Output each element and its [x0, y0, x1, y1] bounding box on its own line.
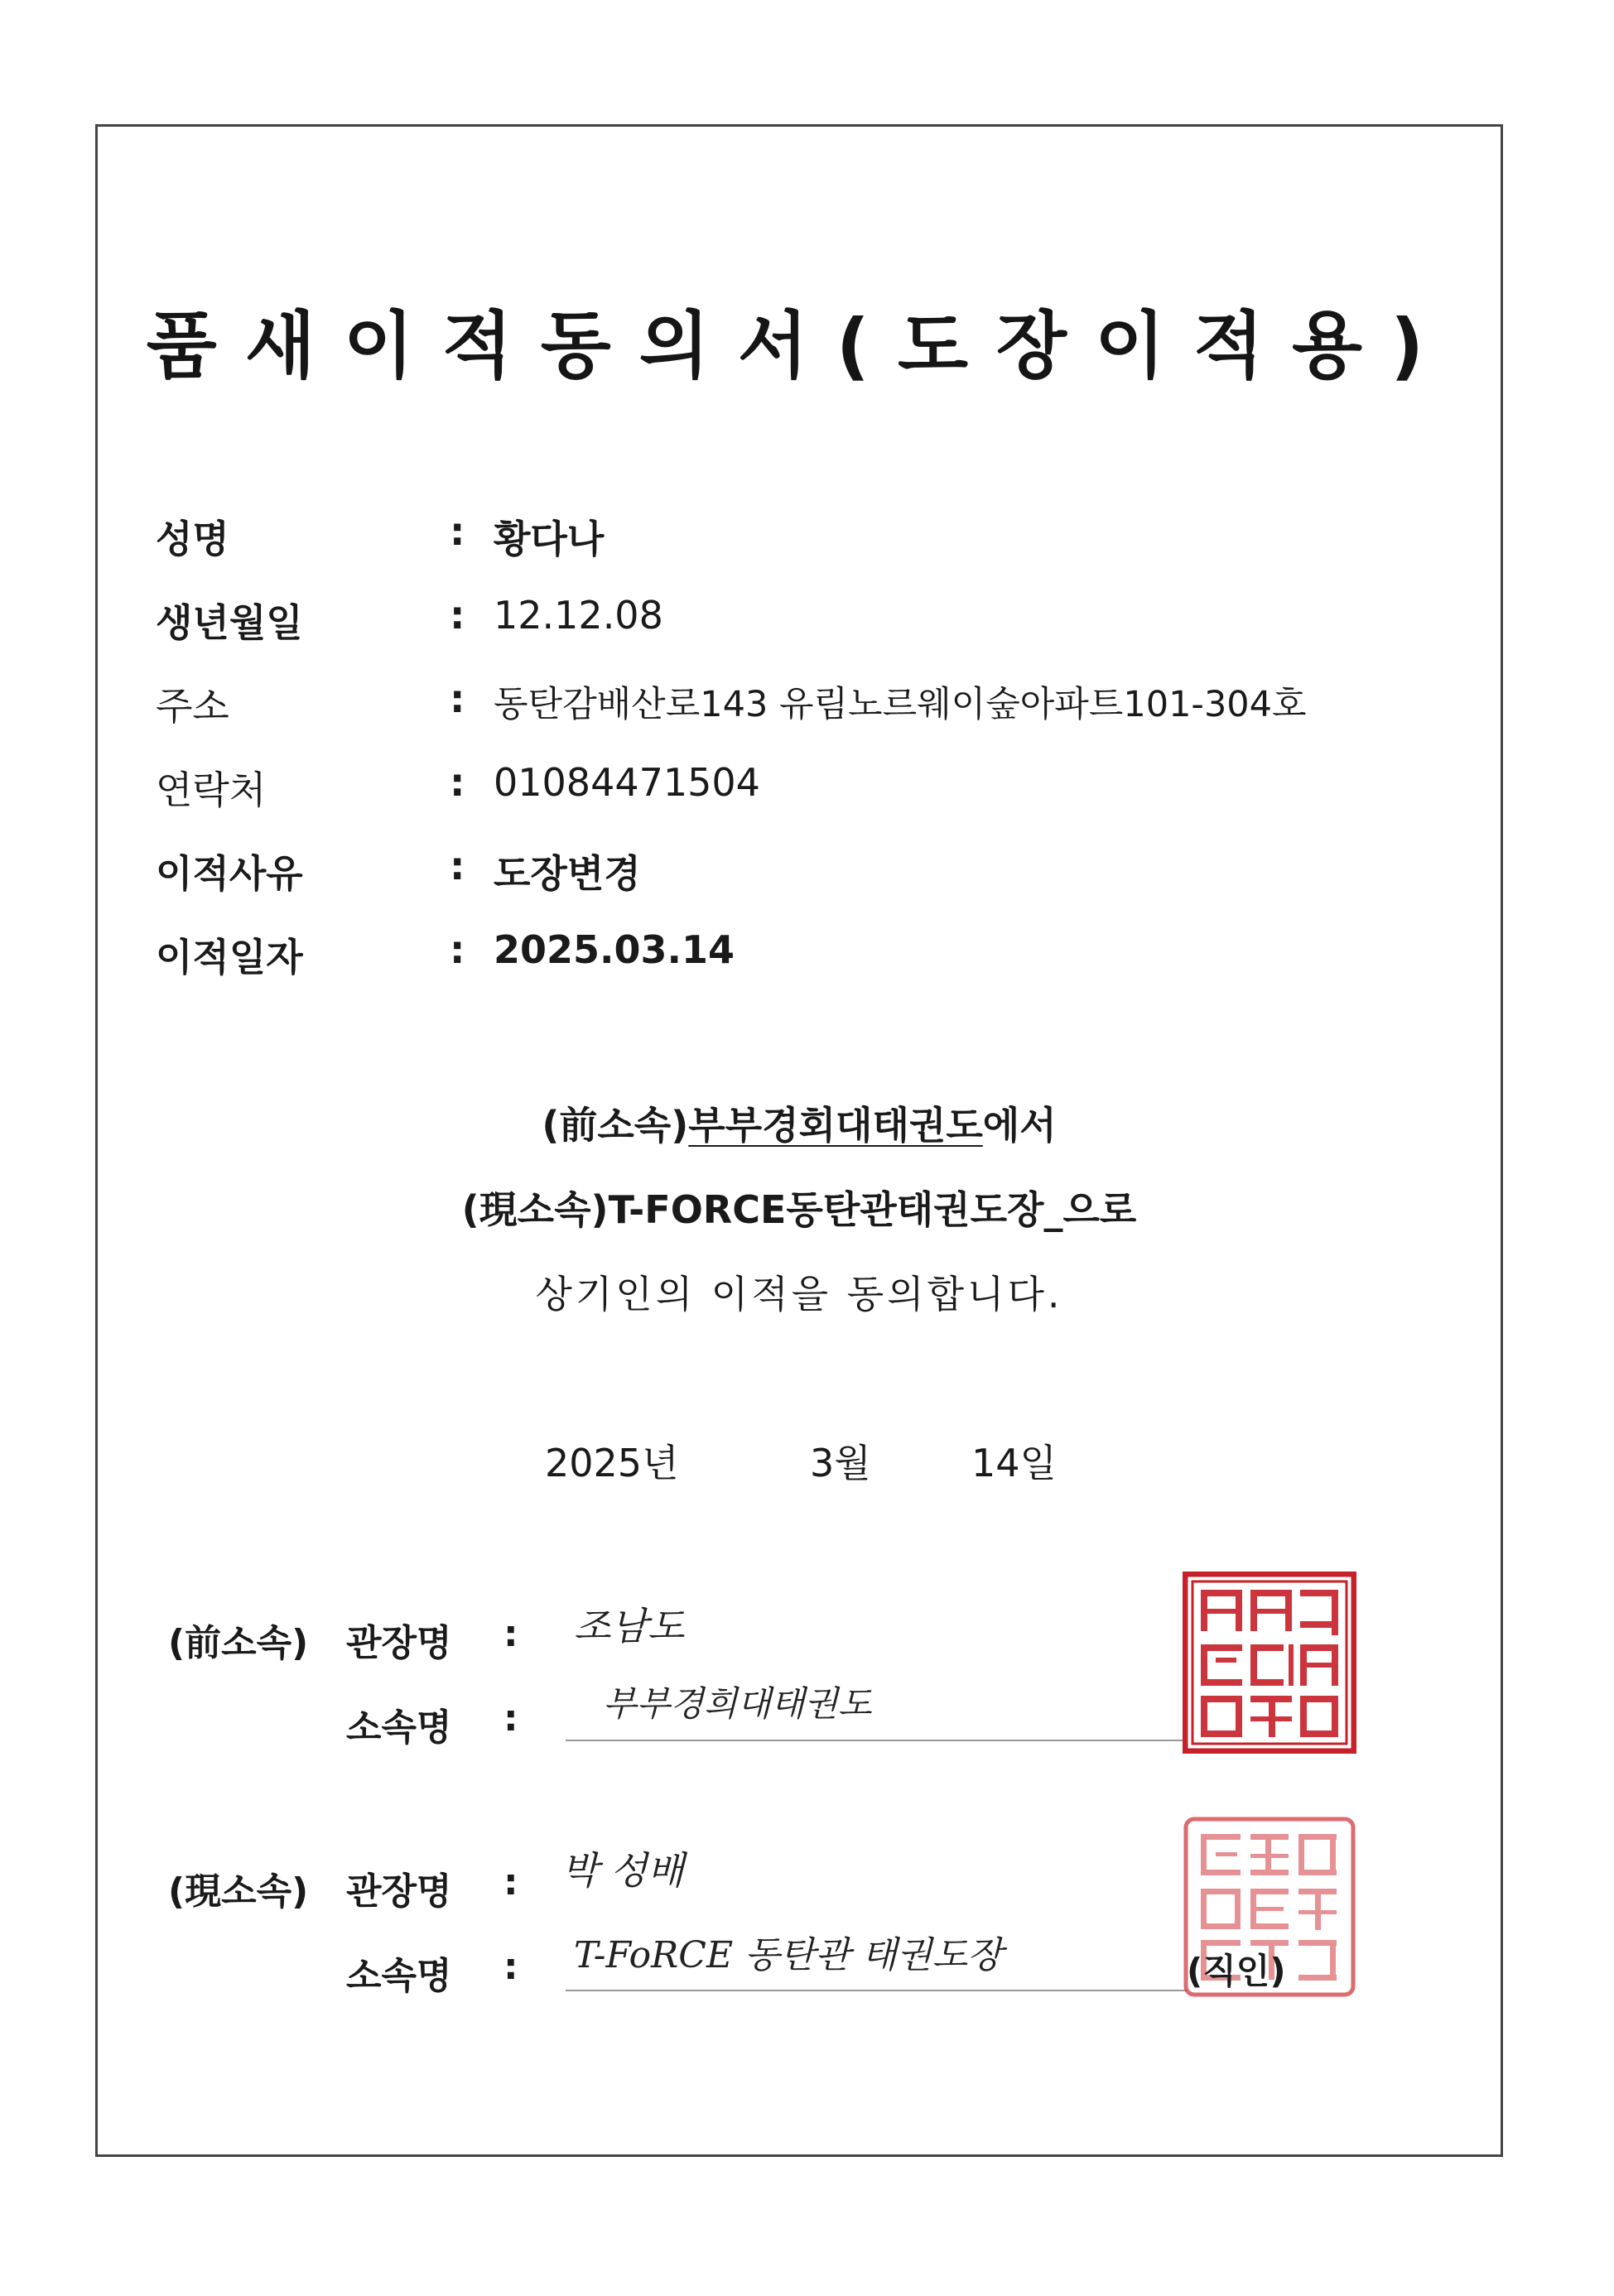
field-transfer-date	[156, 927, 1481, 980]
former-prefix: (前소속)	[168, 1622, 309, 1664]
to-suffix: _으로	[1043, 1187, 1137, 1232]
current-org-colon: :	[503, 1946, 518, 1988]
field-name	[156, 509, 1481, 559]
date-month: 3월	[810, 1441, 871, 1485]
field-value: 2025.03.14	[494, 927, 735, 972]
former-org-colon: :	[503, 1697, 518, 1740]
from-prefix: (前소속)	[542, 1103, 689, 1148]
former-org-line	[566, 1740, 1187, 1741]
field-birthdate	[156, 593, 1481, 643]
field-label: 이적일자	[156, 935, 303, 980]
field-label: 연락처	[156, 768, 267, 812]
field-value: 01084471504	[494, 760, 760, 805]
document-sheet	[95, 124, 1503, 2157]
former-head-colon: :	[503, 1613, 518, 1655]
field-colon: :	[450, 760, 465, 805]
field-colon: :	[450, 509, 465, 554]
field-value: 황다나	[494, 517, 605, 561]
former-head-signature: 조남도	[574, 1604, 685, 1649]
field-value: 동탄감배산로143 유림노르웨이숲아파트101-304호	[494, 684, 1307, 725]
field-value: 12.12.08	[494, 593, 663, 638]
seal-note: (직인)	[1187, 1951, 1286, 1991]
current-head-signature: 박 성배	[561, 1848, 684, 1893]
current-org-label: 소속명	[346, 1955, 452, 1997]
from-dojang: 부부경회대태권도	[688, 1103, 983, 1148]
current-org-line	[566, 1990, 1187, 1991]
date-day: 14일	[971, 1441, 1057, 1485]
field-label: 성명	[156, 517, 229, 561]
former-head-label: 관장명	[346, 1622, 452, 1664]
field-colon: :	[450, 593, 465, 638]
former-dojang-seal-icon	[1183, 1572, 1356, 1754]
current-prefix: (現소속)	[168, 1870, 309, 1913]
current-head-colon: :	[503, 1861, 518, 1904]
consent-to-line	[98, 1180, 1501, 1235]
to-prefix: (現소속)	[461, 1187, 609, 1232]
former-org-label: 소속명	[346, 1706, 452, 1749]
consent-from-line	[98, 1095, 1501, 1150]
current-head-label: 관장명	[346, 1870, 452, 1913]
field-value: 도장변경	[494, 851, 641, 896]
consent-statement: 상기인의 이적을 동의합니다.	[535, 1272, 1063, 1316]
field-label: 생년월일	[156, 600, 303, 645]
date-year: 2025년	[545, 1441, 679, 1485]
field-contact	[156, 760, 1481, 810]
to-dojang: T-FORCE동탄관태권도장	[608, 1187, 1044, 1232]
field-colon: :	[450, 676, 465, 721]
field-colon: :	[450, 844, 465, 888]
field-colon: :	[450, 927, 465, 972]
field-address	[156, 676, 1481, 729]
field-label: 이적사유	[156, 851, 303, 896]
from-suffix: 에서	[982, 1103, 1057, 1148]
document-title: 품새이적동의서(도장이적용)	[146, 303, 1453, 388]
field-label: 주소	[156, 684, 229, 729]
field-transfer-reason	[156, 844, 1481, 896]
former-org-signature: 부부경희대태권도	[603, 1683, 872, 1724]
current-org-signature: T-FoRCE 동탄관 태권도장	[574, 1934, 1003, 1976]
